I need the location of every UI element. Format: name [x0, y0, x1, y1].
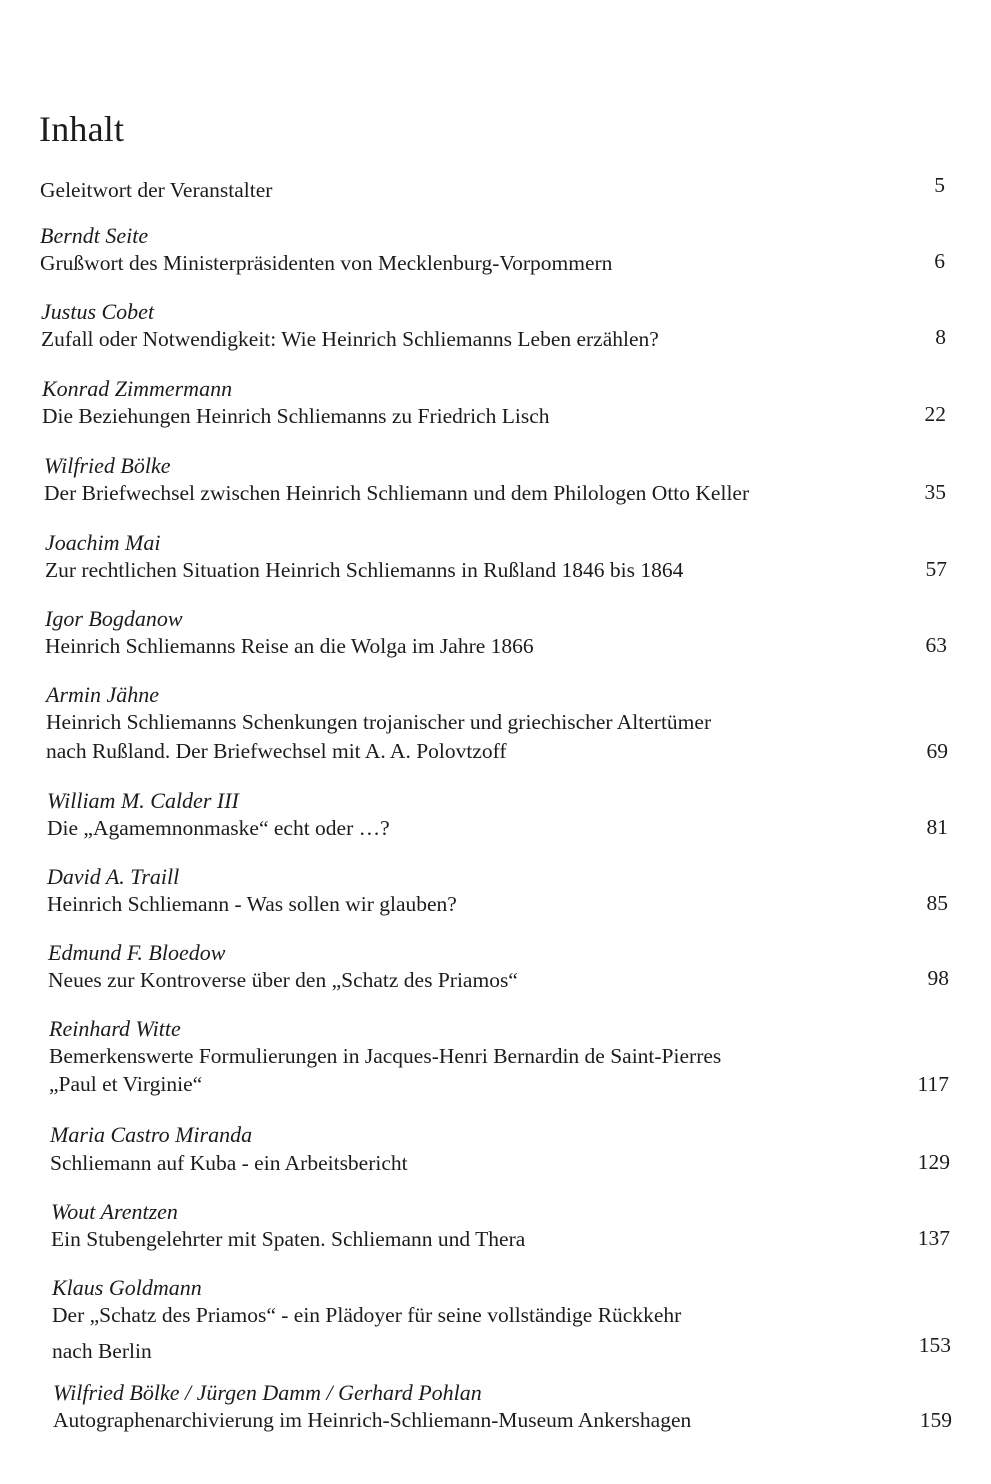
toc-entry-author: Justus Cobet — [41, 299, 155, 324]
toc-entry-author: Reinhard Witte — [49, 1016, 181, 1041]
toc-entry-page-number: 69 — [926, 739, 948, 763]
toc-entry-title-line: Autographenarchivierung im Heinrich-Schliemann-Museum Ankershagen — [53, 1408, 692, 1432]
page-title: Inhalt — [39, 109, 125, 149]
toc-entry-title-line: Heinrich Schliemann - Was sollen wir glauben? — [47, 892, 457, 916]
toc-entry-author: Edmund F. Bloedow — [48, 940, 226, 965]
toc-entry-page-number: 63 — [925, 633, 947, 657]
toc-entry-title-line: Zufall oder Notwendigkeit: Wie Heinrich Schliemanns Leben erzählen? — [41, 327, 659, 351]
toc-entry-author: Wout Arentzen — [51, 1199, 178, 1224]
toc-entry-page-number: 137 — [917, 1226, 950, 1250]
toc-entry-title-line: Neues zur Kontroverse über den „Schatz des Priamos“ — [48, 968, 518, 992]
toc-entry-title-line: Geleitwort der Veranstalter — [40, 178, 273, 202]
toc-entry-title-line: Der „Schatz des Priamos“ - ein Plädoyer für seine vollständige Rückkehr — [52, 1303, 682, 1327]
toc-entry-author: Wilfried Bölke — [44, 453, 171, 478]
toc-entry-page-number: 8 — [935, 325, 946, 349]
toc-entry-page-number: 5 — [934, 173, 945, 197]
toc-entry-title-line: Schliemann auf Kuba - ein Arbeitsbericht — [50, 1151, 408, 1175]
toc-entry-title-line: nach Rußland. Der Briefwechsel mit A. A. Polovtzoff — [46, 739, 507, 763]
toc-entry-page-number: 57 — [925, 557, 947, 581]
toc-entry-page-number: 159 — [919, 1408, 952, 1432]
toc-entry-page-number: 129 — [917, 1150, 950, 1174]
toc-entry-author: Wilfried Bölke / Jürgen Damm / Gerhard Pohlan — [53, 1380, 482, 1405]
toc-entry-author: Igor Bogdanow — [45, 606, 183, 631]
toc-entry-page-number: 6 — [934, 249, 945, 273]
toc-entry-author: Joachim Mai — [45, 530, 161, 555]
toc-entry-author: Armin Jähne — [46, 682, 160, 707]
toc-entry-title-line: Der Briefwechsel zwischen Heinrich Schliemann und dem Philologen Otto Keller — [44, 481, 750, 505]
toc-entry-author: David A. Traill — [47, 864, 180, 889]
toc-entry-author: Berndt Seite — [40, 223, 149, 248]
toc-entry-title-line: nach Berlin — [52, 1339, 152, 1363]
toc-entry-page-number: 117 — [917, 1072, 949, 1096]
toc-entry-page-number: 22 — [924, 402, 946, 426]
toc-entry-title-line: Ein Stubengelehrter mit Spaten. Schliemann und Thera — [51, 1227, 526, 1251]
toc-entry-title-line: Zur rechtlichen Situation Heinrich Schliemanns in Rußland 1846 bis 1864 — [45, 558, 684, 582]
toc-entry-title-line: Bemerkenswerte Formulierungen in Jacques-Henri Bernardin de Saint-Pierres — [49, 1044, 722, 1068]
toc-entry-page-number: 81 — [926, 815, 948, 839]
toc-entry-title-line: Heinrich Schliemanns Reise an die Wolga im Jahre 1866 — [45, 634, 534, 658]
toc-entry-author: Konrad Zimmermann — [42, 376, 233, 401]
toc-entry-page-number: 153 — [918, 1333, 951, 1357]
toc-entry-title-line: Die Beziehungen Heinrich Schliemanns zu Friedrich Lisch — [42, 404, 550, 428]
toc-entry-page-number: 35 — [924, 480, 946, 504]
toc-entry-title-line: Heinrich Schliemanns Schenkungen trojanischer und griechischer Altertümer — [46, 710, 712, 734]
toc-entry-page-number: 85 — [926, 891, 948, 915]
toc-entry-author: Klaus Goldmann — [52, 1275, 202, 1300]
toc-entry-title-line: Die „Agamemnonmaske“ echt oder …? — [47, 816, 390, 840]
toc-entry-title-line: Grußwort des Ministerpräsidenten von Mecklenburg-Vorpommern — [40, 251, 613, 275]
toc-entry-author: William M. Calder III — [47, 788, 239, 813]
toc-entry-title-line: „Paul et Virginie“ — [49, 1072, 203, 1096]
toc-entry-author: Maria Castro Miranda — [50, 1122, 253, 1147]
toc-entry-page-number: 98 — [927, 966, 949, 990]
